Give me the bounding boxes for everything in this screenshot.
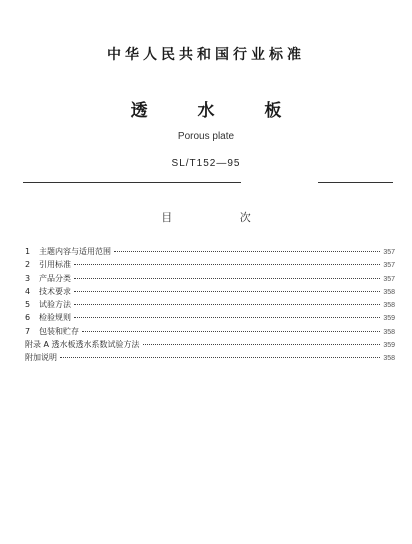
toc-entry-title: 附录 A 透水板透水系数试验方法 — [25, 340, 140, 350]
toc-leader-dots — [74, 264, 380, 265]
divider-right — [318, 182, 393, 183]
toc-entry-page: 357 — [383, 262, 395, 270]
toc-leader-dots — [74, 278, 380, 279]
toc-entry-title: 附加说明 — [25, 353, 57, 363]
toc-entry-page: 357 — [383, 249, 395, 256]
toc-entry-title: 主题内容与适用范围 — [39, 247, 111, 256]
standard-category-heading: 中华人民共和国行业标准 — [107, 47, 305, 63]
standard-code: SL/T152—95 — [171, 158, 241, 169]
divider-left — [23, 182, 241, 183]
table-of-contents — [25, 245, 395, 365]
toc-leader-dots — [74, 304, 380, 305]
toc-entry[interactable] — [25, 285, 395, 298]
toc-entry-number: 1 — [25, 247, 31, 256]
toc-entry-additional-notes[interactable] — [25, 351, 395, 364]
toc-entry-title: 引用标准 — [39, 260, 71, 270]
toc-entry-number: 5 — [25, 300, 31, 310]
toc-entry-page: 357 — [383, 275, 395, 283]
toc-entry-page: 358 — [383, 328, 395, 336]
toc-leader-dots — [60, 357, 380, 358]
toc-entry-title: 试验方法 — [39, 300, 71, 310]
toc-entry-page: 359 — [383, 342, 395, 350]
toc-entry-title: 技术要求 — [39, 286, 71, 296]
toc-entry[interactable] — [25, 258, 395, 271]
toc-entry-number: 6 — [25, 313, 31, 323]
toc-entry[interactable] — [25, 272, 395, 285]
toc-entry[interactable] — [25, 298, 395, 311]
toc-entry-number: 3 — [25, 273, 31, 283]
toc-leader-dots — [74, 317, 380, 318]
toc-entry-number: 2 — [25, 260, 31, 270]
toc-entry-title: 包装和贮存 — [39, 326, 79, 336]
document-title-english: Porous plate — [177, 131, 235, 142]
toc-entry-title: 产品分类 — [39, 273, 71, 283]
toc-entry-page: 359 — [383, 315, 395, 323]
toc-heading: 目 次 — [161, 211, 283, 224]
toc-entry-page: 358 — [383, 355, 395, 363]
toc-entry-title: 检验规则 — [39, 313, 71, 323]
toc-entry-appendix[interactable] — [25, 338, 395, 351]
toc-leader-dots — [143, 344, 381, 345]
toc-entry-number: 4 — [25, 286, 31, 296]
document-title: 透 水 板 — [130, 101, 304, 121]
toc-leader-dots — [74, 291, 380, 292]
toc-leader-dots — [82, 331, 380, 332]
toc-entry-page: 358 — [383, 288, 395, 296]
toc-entry[interactable] — [25, 325, 395, 338]
toc-entry[interactable] — [25, 245, 395, 258]
toc-entry-page: 358 — [383, 302, 395, 310]
toc-entry-number: 7 — [25, 326, 31, 336]
toc-entry[interactable] — [25, 311, 395, 324]
toc-leader-dots — [114, 251, 380, 252]
